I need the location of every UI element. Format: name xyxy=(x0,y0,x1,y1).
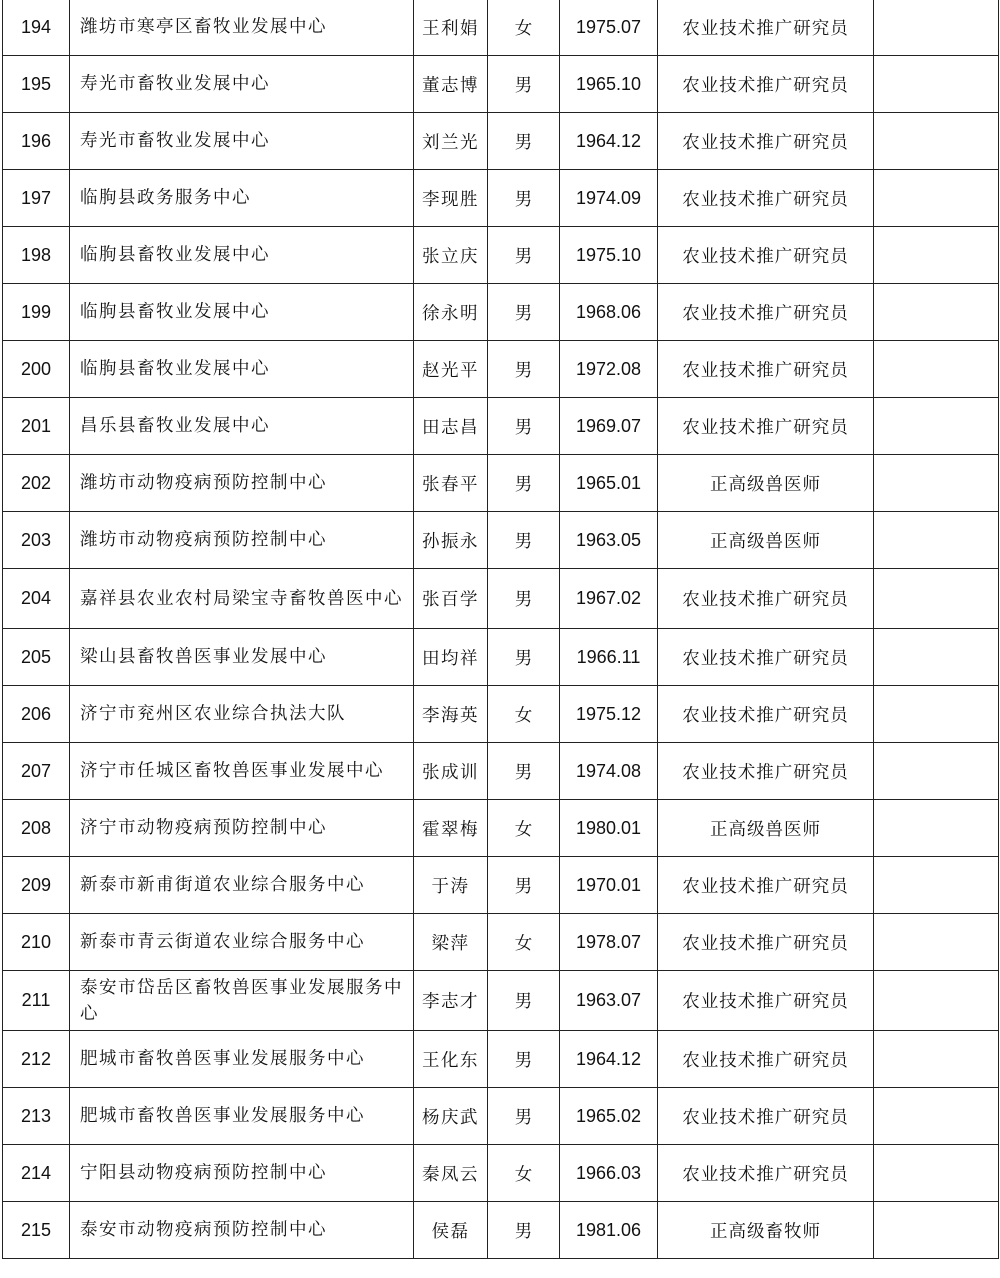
remarks xyxy=(874,629,999,686)
row-number: 209 xyxy=(3,857,70,914)
work-unit: 宁阳县动物疫病预防控制中心 xyxy=(70,1145,414,1202)
professional-title: 农业技术推广研究员 xyxy=(658,170,874,227)
work-unit: 济宁市兖州区农业综合执法大队 xyxy=(70,686,414,743)
table-row xyxy=(3,1031,999,1088)
row-number: 214 xyxy=(3,1145,70,1202)
professional-title: 农业技术推广研究员 xyxy=(658,284,874,341)
row-number: 201 xyxy=(3,398,70,455)
professional-title: 农业技术推广研究员 xyxy=(658,629,874,686)
remarks xyxy=(874,113,999,170)
birth-date: 1978.07 xyxy=(560,914,658,971)
birth-date: 1981.06 xyxy=(560,1202,658,1259)
table-row xyxy=(3,857,999,914)
table-row xyxy=(3,170,999,227)
gender: 男 xyxy=(488,971,560,1031)
table-row xyxy=(3,1202,999,1259)
person-name: 李现胜 xyxy=(414,170,488,227)
gender: 男 xyxy=(488,629,560,686)
row-number: 199 xyxy=(3,284,70,341)
table-body xyxy=(3,0,999,1259)
birth-date: 1975.12 xyxy=(560,686,658,743)
remarks xyxy=(874,857,999,914)
person-name: 梁萍 xyxy=(414,914,488,971)
person-name: 田均祥 xyxy=(414,629,488,686)
table-row xyxy=(3,113,999,170)
work-unit: 肥城市畜牧兽医事业发展服务中心 xyxy=(70,1088,414,1145)
professional-title: 农业技术推广研究员 xyxy=(658,113,874,170)
gender: 男 xyxy=(488,569,560,629)
professional-title: 农业技术推广研究员 xyxy=(658,0,874,56)
person-name: 霍翠梅 xyxy=(414,800,488,857)
gender: 男 xyxy=(488,170,560,227)
row-number: 205 xyxy=(3,629,70,686)
person-name: 杨庆武 xyxy=(414,1088,488,1145)
gender: 男 xyxy=(488,398,560,455)
professional-title: 正高级兽医师 xyxy=(658,800,874,857)
work-unit: 寿光市畜牧业发展中心 xyxy=(70,113,414,170)
row-number: 213 xyxy=(3,1088,70,1145)
remarks xyxy=(874,341,999,398)
birth-date: 1965.02 xyxy=(560,1088,658,1145)
work-unit: 泰安市动物疫病预防控制中心 xyxy=(70,1202,414,1259)
person-name: 张立庆 xyxy=(414,227,488,284)
table-row xyxy=(3,629,999,686)
birth-date: 1974.09 xyxy=(560,170,658,227)
gender: 女 xyxy=(488,686,560,743)
work-unit: 临朐县政务服务中心 xyxy=(70,170,414,227)
gender: 男 xyxy=(488,512,560,569)
birth-date: 1980.01 xyxy=(560,800,658,857)
birth-date: 1966.11 xyxy=(560,629,658,686)
work-unit: 梁山县畜牧兽医事业发展中心 xyxy=(70,629,414,686)
birth-date: 1975.07 xyxy=(560,0,658,56)
birth-date: 1963.05 xyxy=(560,512,658,569)
professional-title: 农业技术推广研究员 xyxy=(658,1145,874,1202)
table-row xyxy=(3,686,999,743)
birth-date: 1968.06 xyxy=(560,284,658,341)
professional-title: 农业技术推广研究员 xyxy=(658,1088,874,1145)
person-name: 王化东 xyxy=(414,1031,488,1088)
work-unit: 临朐县畜牧业发展中心 xyxy=(70,284,414,341)
row-number: 215 xyxy=(3,1202,70,1259)
table-row xyxy=(3,1145,999,1202)
row-number: 211 xyxy=(3,971,70,1031)
remarks xyxy=(874,284,999,341)
person-name: 孙振永 xyxy=(414,512,488,569)
table-row xyxy=(3,398,999,455)
work-unit: 潍坊市动物疫病预防控制中心 xyxy=(70,512,414,569)
table-row xyxy=(3,914,999,971)
person-name: 侯磊 xyxy=(414,1202,488,1259)
birth-date: 1969.07 xyxy=(560,398,658,455)
person-name: 张成训 xyxy=(414,743,488,800)
table-row xyxy=(3,512,999,569)
person-name: 张春平 xyxy=(414,455,488,512)
birth-date: 1972.08 xyxy=(560,341,658,398)
remarks xyxy=(874,455,999,512)
gender: 女 xyxy=(488,800,560,857)
gender: 女 xyxy=(488,914,560,971)
work-unit: 泰安市岱岳区畜牧兽医事业发展服务中心 xyxy=(70,971,414,1031)
professional-title: 农业技术推广研究员 xyxy=(658,569,874,629)
personnel-table xyxy=(2,0,999,1259)
remarks xyxy=(874,800,999,857)
birth-date: 1964.12 xyxy=(560,1031,658,1088)
table-row xyxy=(3,971,999,1031)
person-name: 于涛 xyxy=(414,857,488,914)
table-row xyxy=(3,569,999,629)
work-unit: 临朐县畜牧业发展中心 xyxy=(70,341,414,398)
birth-date: 1970.01 xyxy=(560,857,658,914)
remarks xyxy=(874,56,999,113)
person-name: 李海英 xyxy=(414,686,488,743)
remarks xyxy=(874,0,999,56)
work-unit: 济宁市任城区畜牧兽医事业发展中心 xyxy=(70,743,414,800)
professional-title: 农业技术推广研究员 xyxy=(658,341,874,398)
row-number: 212 xyxy=(3,1031,70,1088)
birth-date: 1965.01 xyxy=(560,455,658,512)
gender: 男 xyxy=(488,227,560,284)
professional-title: 农业技术推广研究员 xyxy=(658,1031,874,1088)
remarks xyxy=(874,569,999,629)
table-row xyxy=(3,284,999,341)
gender: 女 xyxy=(488,0,560,56)
birth-date: 1964.12 xyxy=(560,113,658,170)
table-row xyxy=(3,743,999,800)
gender: 女 xyxy=(488,1145,560,1202)
person-name: 徐永明 xyxy=(414,284,488,341)
professional-title: 正高级畜牧师 xyxy=(658,1202,874,1259)
remarks xyxy=(874,512,999,569)
professional-title: 农业技术推广研究员 xyxy=(658,227,874,284)
table-row xyxy=(3,227,999,284)
professional-title: 农业技术推广研究员 xyxy=(658,398,874,455)
person-name: 赵光平 xyxy=(414,341,488,398)
gender: 男 xyxy=(488,1202,560,1259)
gender: 男 xyxy=(488,113,560,170)
professional-title: 农业技术推广研究员 xyxy=(658,971,874,1031)
gender: 男 xyxy=(488,1088,560,1145)
remarks xyxy=(874,971,999,1031)
work-unit: 潍坊市寒亭区畜牧业发展中心 xyxy=(70,0,414,56)
row-number: 194 xyxy=(3,0,70,56)
row-number: 203 xyxy=(3,512,70,569)
row-number: 207 xyxy=(3,743,70,800)
table-row xyxy=(3,56,999,113)
person-name: 田志昌 xyxy=(414,398,488,455)
remarks xyxy=(874,1031,999,1088)
table-row xyxy=(3,341,999,398)
row-number: 204 xyxy=(3,569,70,629)
gender: 男 xyxy=(488,284,560,341)
person-name: 董志博 xyxy=(414,56,488,113)
birth-date: 1967.02 xyxy=(560,569,658,629)
gender: 男 xyxy=(488,56,560,113)
professional-title: 农业技术推广研究员 xyxy=(658,857,874,914)
birth-date: 1963.07 xyxy=(560,971,658,1031)
professional-title: 农业技术推广研究员 xyxy=(658,914,874,971)
remarks xyxy=(874,1088,999,1145)
gender: 男 xyxy=(488,341,560,398)
remarks xyxy=(874,170,999,227)
table-row xyxy=(3,455,999,512)
work-unit: 潍坊市动物疫病预防控制中心 xyxy=(70,455,414,512)
person-name: 张百学 xyxy=(414,569,488,629)
birth-date: 1975.10 xyxy=(560,227,658,284)
gender: 男 xyxy=(488,743,560,800)
row-number: 200 xyxy=(3,341,70,398)
row-number: 202 xyxy=(3,455,70,512)
row-number: 210 xyxy=(3,914,70,971)
remarks xyxy=(874,1202,999,1259)
row-number: 208 xyxy=(3,800,70,857)
work-unit: 新泰市新甫街道农业综合服务中心 xyxy=(70,857,414,914)
work-unit: 嘉祥县农业农村局梁宝寺畜牧兽医中心 xyxy=(70,569,414,629)
remarks xyxy=(874,686,999,743)
remarks xyxy=(874,1145,999,1202)
professional-title: 正高级兽医师 xyxy=(658,512,874,569)
work-unit: 昌乐县畜牧业发展中心 xyxy=(70,398,414,455)
gender: 男 xyxy=(488,857,560,914)
table-row xyxy=(3,1088,999,1145)
person-name: 刘兰光 xyxy=(414,113,488,170)
table-row xyxy=(3,0,999,56)
professional-title: 正高级兽医师 xyxy=(658,455,874,512)
row-number: 206 xyxy=(3,686,70,743)
remarks xyxy=(874,743,999,800)
row-number: 195 xyxy=(3,56,70,113)
remarks xyxy=(874,398,999,455)
work-unit: 肥城市畜牧兽医事业发展服务中心 xyxy=(70,1031,414,1088)
row-number: 196 xyxy=(3,113,70,170)
birth-date: 1965.10 xyxy=(560,56,658,113)
work-unit: 济宁市动物疫病预防控制中心 xyxy=(70,800,414,857)
professional-title: 农业技术推广研究员 xyxy=(658,743,874,800)
remarks xyxy=(874,914,999,971)
row-number: 197 xyxy=(3,170,70,227)
professional-title: 农业技术推广研究员 xyxy=(658,686,874,743)
birth-date: 1974.08 xyxy=(560,743,658,800)
gender: 男 xyxy=(488,1031,560,1088)
gender: 男 xyxy=(488,455,560,512)
birth-date: 1966.03 xyxy=(560,1145,658,1202)
person-name: 李志才 xyxy=(414,971,488,1031)
remarks xyxy=(874,227,999,284)
work-unit: 寿光市畜牧业发展中心 xyxy=(70,56,414,113)
person-name: 秦凤云 xyxy=(414,1145,488,1202)
professional-title: 农业技术推广研究员 xyxy=(658,56,874,113)
work-unit: 临朐县畜牧业发展中心 xyxy=(70,227,414,284)
person-name: 王利娟 xyxy=(414,0,488,56)
work-unit: 新泰市青云街道农业综合服务中心 xyxy=(70,914,414,971)
row-number: 198 xyxy=(3,227,70,284)
table-row xyxy=(3,800,999,857)
